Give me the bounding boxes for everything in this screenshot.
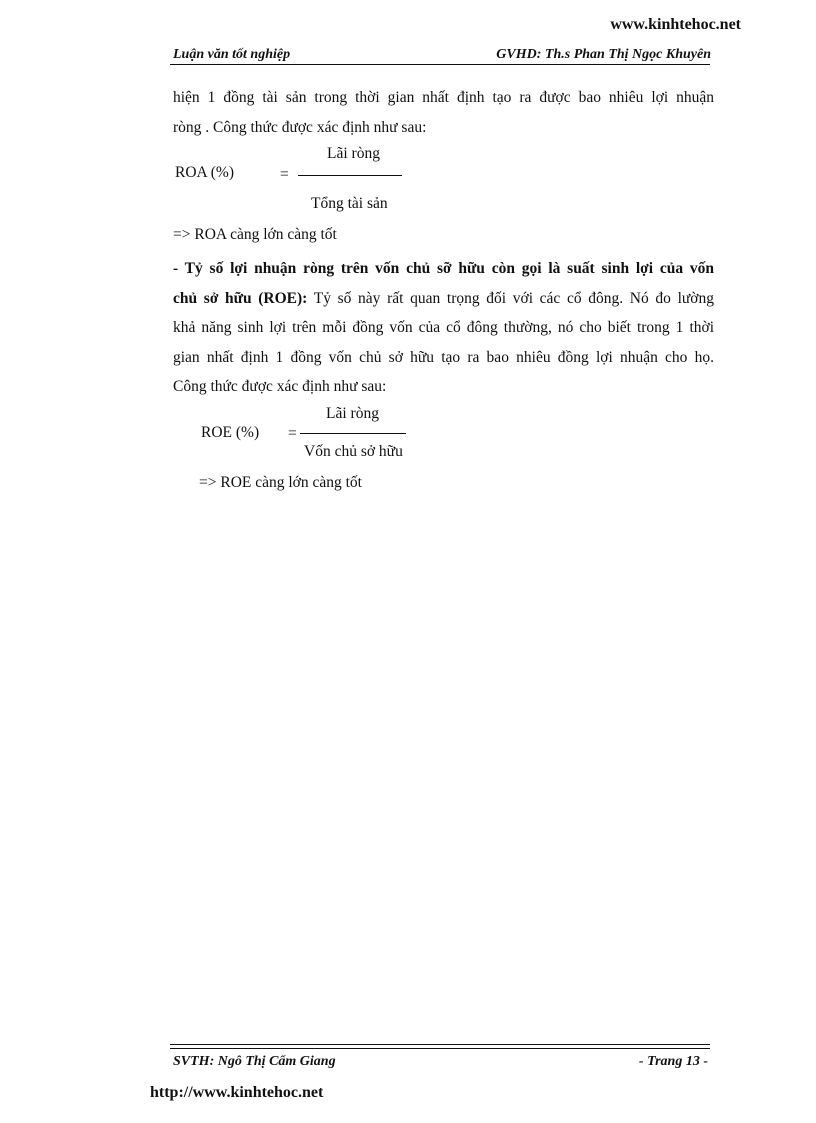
roe-heading-cont: chủ sở hữu (ROE):: [173, 289, 308, 307]
header-rule: [170, 64, 710, 65]
roa-label: ROA (%): [175, 164, 234, 181]
roe-equals: =: [288, 425, 297, 442]
paragraph-roe: [173, 254, 714, 402]
paragraph-line: Công thức được xác định như sau:: [173, 378, 387, 395]
site-url-bottom[interactable]: http://www.kinhtehoc.net: [150, 1084, 324, 1101]
paragraph-line: [173, 284, 714, 314]
roa-conclusion: => ROA càng lớn càng tốt: [173, 226, 337, 243]
site-url-top: www.kinhtehoc.net: [610, 16, 741, 33]
roa-numerator: Lãi ròng: [327, 145, 380, 162]
paragraph-intro: [173, 83, 714, 142]
paragraph-line: hiện 1 đồng tài sản trong thời gian nhất định tạo ra được bao nhiêu lợi nhuận: [173, 89, 714, 106]
paragraph-line: [173, 254, 714, 284]
footer-student: SVTH: Ngô Thị Cẩm Giang: [173, 1054, 336, 1069]
roa-fraction-bar: [298, 175, 402, 176]
roe-conclusion: => ROE càng lớn càng tốt: [199, 474, 362, 491]
paragraph-line: khả năng sinh lợi trên mỗi đồng vốn của cổ đông thường, nó cho biết trong 1 thời: [173, 319, 714, 336]
paragraph-line: gian nhất định 1 đồng vốn chủ sở hữu tạo ra bao nhiêu đồng lợi nhuận cho họ.: [173, 348, 714, 366]
roa-equals: =: [280, 166, 289, 183]
roa-denominator: Tổng tài sản: [311, 195, 388, 212]
roe-fraction-bar: [300, 433, 406, 434]
header-advisor: GVHD: Th.s Phan Thị Ngọc Khuyên: [496, 47, 711, 62]
roe-text: Tỷ số này rất quan trọng đối với các cổ đông. Nó đo lường: [307, 289, 714, 307]
footer-rule: [170, 1048, 710, 1049]
roe-numerator: Lãi ròng: [326, 405, 379, 422]
footer-rule: [170, 1044, 710, 1045]
header-thesis-label: Luận văn tốt nghiệp: [173, 47, 291, 62]
roe-label: ROE (%): [201, 424, 260, 441]
roe-heading: - Tỷ số lợi nhuận ròng trên vốn chủ sỡ hữu còn gọi là suất sinh lợi của vốn: [173, 260, 714, 277]
paragraph-line: ròng . Công thức được xác định như sau:: [173, 118, 427, 136]
page-number: - Trang 13 -: [638, 1054, 708, 1069]
roe-denominator: Vốn chủ sở hữu: [304, 443, 403, 460]
